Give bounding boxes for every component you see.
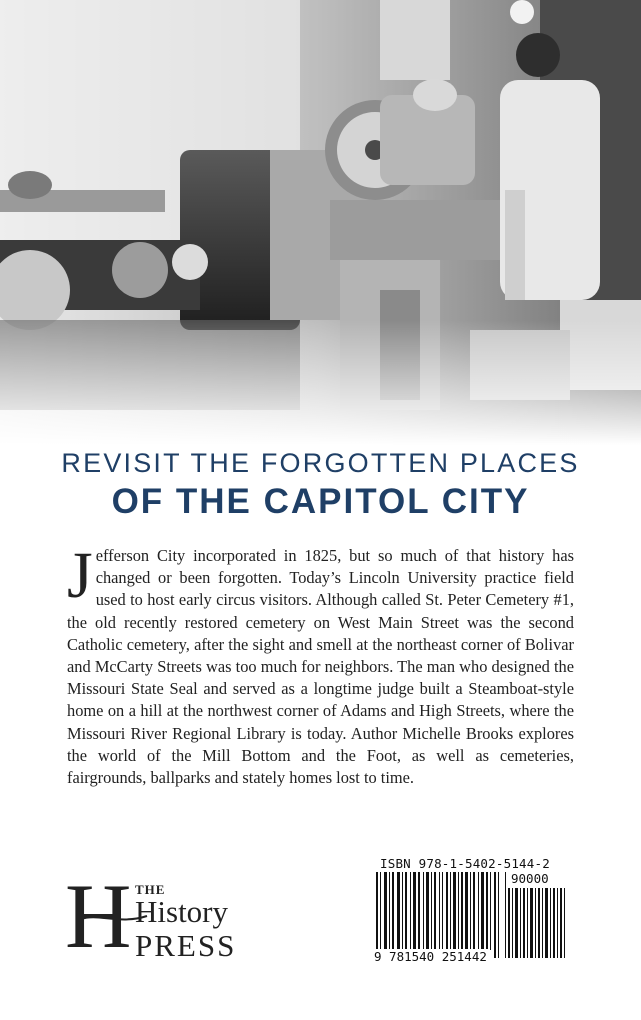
price-code: 90000 bbox=[511, 871, 549, 886]
workshop-photo-image bbox=[0, 0, 641, 445]
blurb-text: efferson City incorporated in 1825, but so much of that history has changed or been forgotten. Today’s Lincoln University practice field used to host early circus visitors. Although called St. Peter Cemetery #1, the old recently restored cemetery on West Main Street was the second Catholic cemetery, after the sight and smell at the northeast corner of Bolivar and McCarty Streets was too much for neighbors. The man who designed the Missouri State Seal and served as a longtime judge built a Steamboat-style home on a hill at the northwest corner of Adams and High Streets, where the Missouri River Regional Library is today. Author Michelle Brooks explores the world of the Mill Bottom and the Foot, as well as cemeteries, fairgrounds, ballparks and stately homes lost to time. bbox=[67, 546, 574, 788]
heading-line-2: OF THE CAPITOL CITY bbox=[111, 482, 530, 521]
heading-line-1: REVISIT THE FORGOTTEN PLACES bbox=[61, 448, 580, 478]
barcode-digits: 9 781540 251442 bbox=[374, 949, 487, 964]
logo-press: PRESS bbox=[135, 928, 237, 963]
isbn-barcode bbox=[374, 856, 572, 974]
logo-history: History bbox=[135, 894, 228, 929]
drop-cap: J bbox=[67, 539, 93, 612]
isbn-number: ISBN 978-1-5402-5144-2 bbox=[380, 856, 550, 871]
blurb-paragraph bbox=[67, 539, 574, 789]
barcode-bars-icon bbox=[374, 872, 572, 958]
logo-the: THE bbox=[135, 882, 166, 897]
logo-letter: H bbox=[65, 865, 132, 967]
cover-photo bbox=[0, 0, 641, 445]
publisher-logo bbox=[65, 865, 255, 967]
